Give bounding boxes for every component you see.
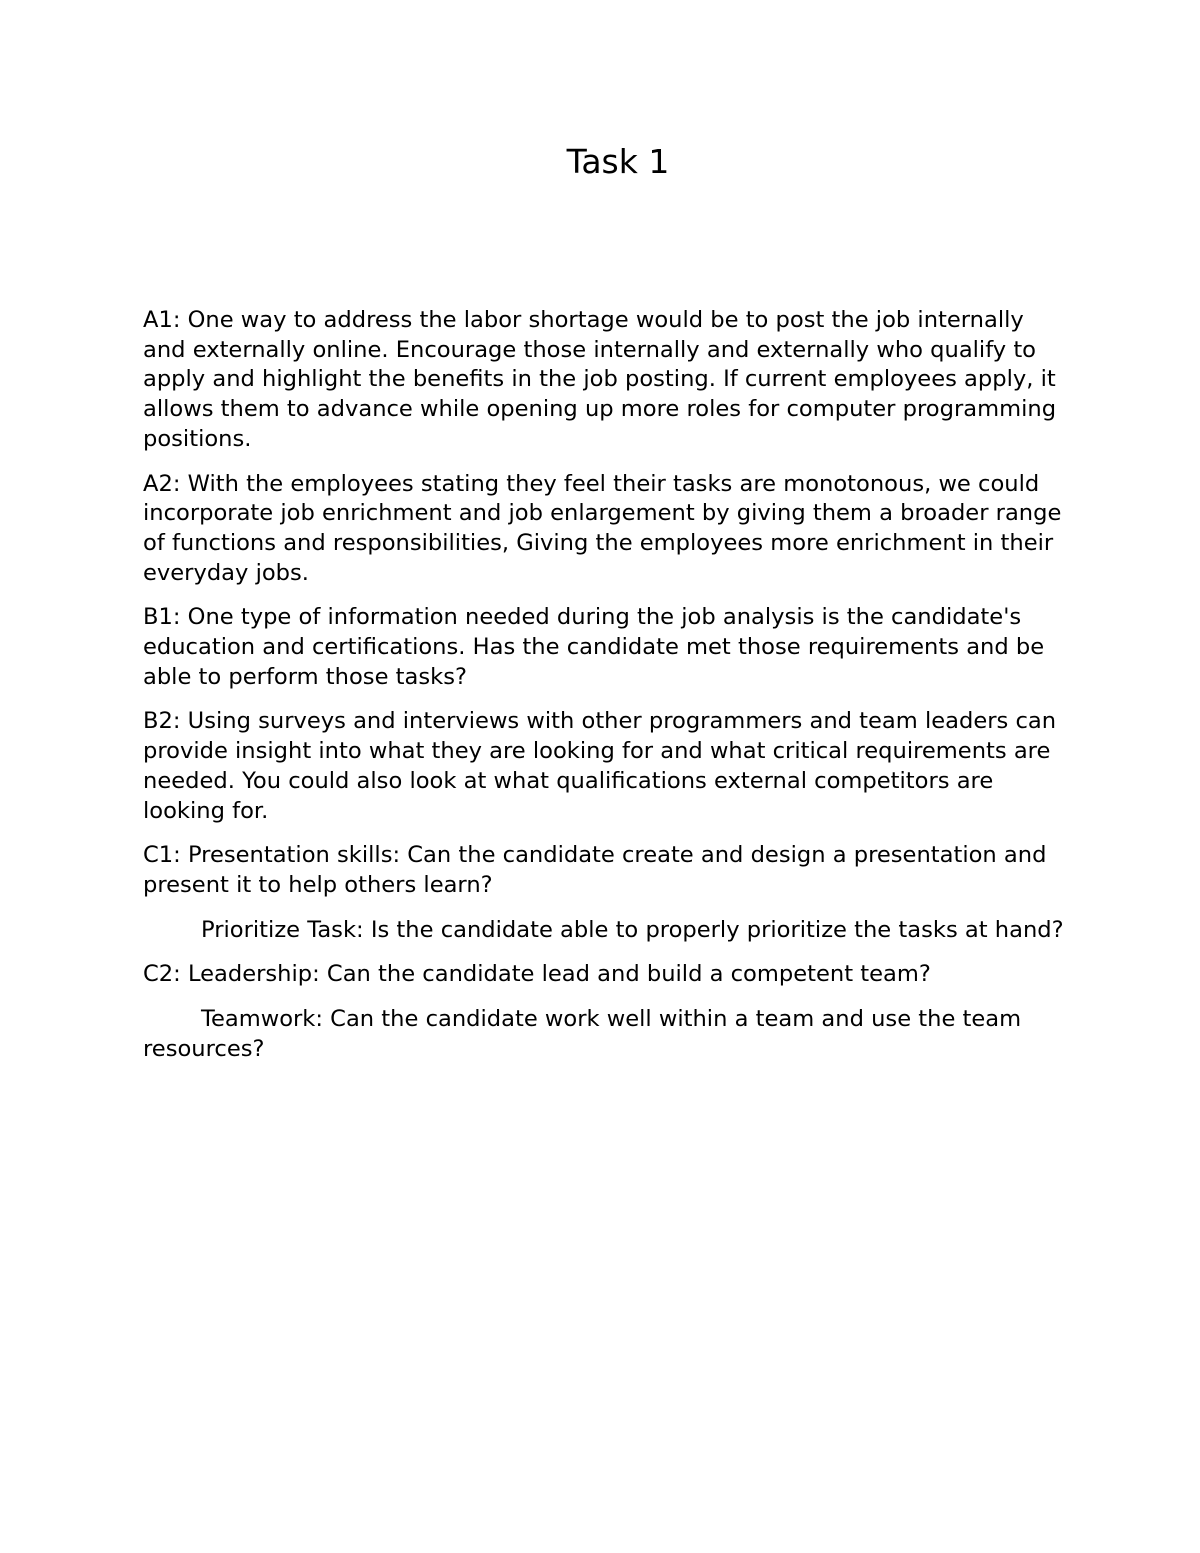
paragraph-c2: C2: Leadership: Can the candidate lead and build a competent team? (143, 961, 931, 988)
paragraph-c1-prioritize: Prioritize Task: Is the candidate able to properly prioritize the tasks at hand? (201, 916, 1064, 943)
paragraph-a2: A2: With the employees stating they feel their tasks are monotonous, we could incorporate job enrichment and job enlargement by giving them a broader range of functions and responsibilities, Giving the employees more enrichment in their everyday jobs. (143, 470, 1062, 586)
paragraph-c1: C1: Presentation skills: Can the candidate create and design a presentation and present it to help others learn? (143, 842, 1047, 898)
document-body (143, 306, 1068, 1079)
document-title: Task 1 (566, 142, 670, 181)
paragraph-a1: A1: One way to address the labor shortage would be to post the job internally and externally online. Encourage those internally and externally who qualify to apply and highlight the benefits in the job posting. If current employees apply, it allows them to advance while opening up more roles for computer programming positions. (143, 307, 1057, 452)
paragraph-c2-teamwork: Teamwork: Can the candidate work well within a team and use the team resources? (143, 1006, 1022, 1062)
paragraph-b1: B1: One type of information needed during the job analysis is the candidate's education and certifications. Has the candidate met those requirements and be able to perform those tasks? (143, 604, 1045, 690)
paragraph-b2: B2: Using surveys and interviews with other programmers and team leaders can provide insight into what they are looking for and what critical requirements are needed. You could also look at what qualifications external competitors are looking for. (143, 708, 1057, 824)
